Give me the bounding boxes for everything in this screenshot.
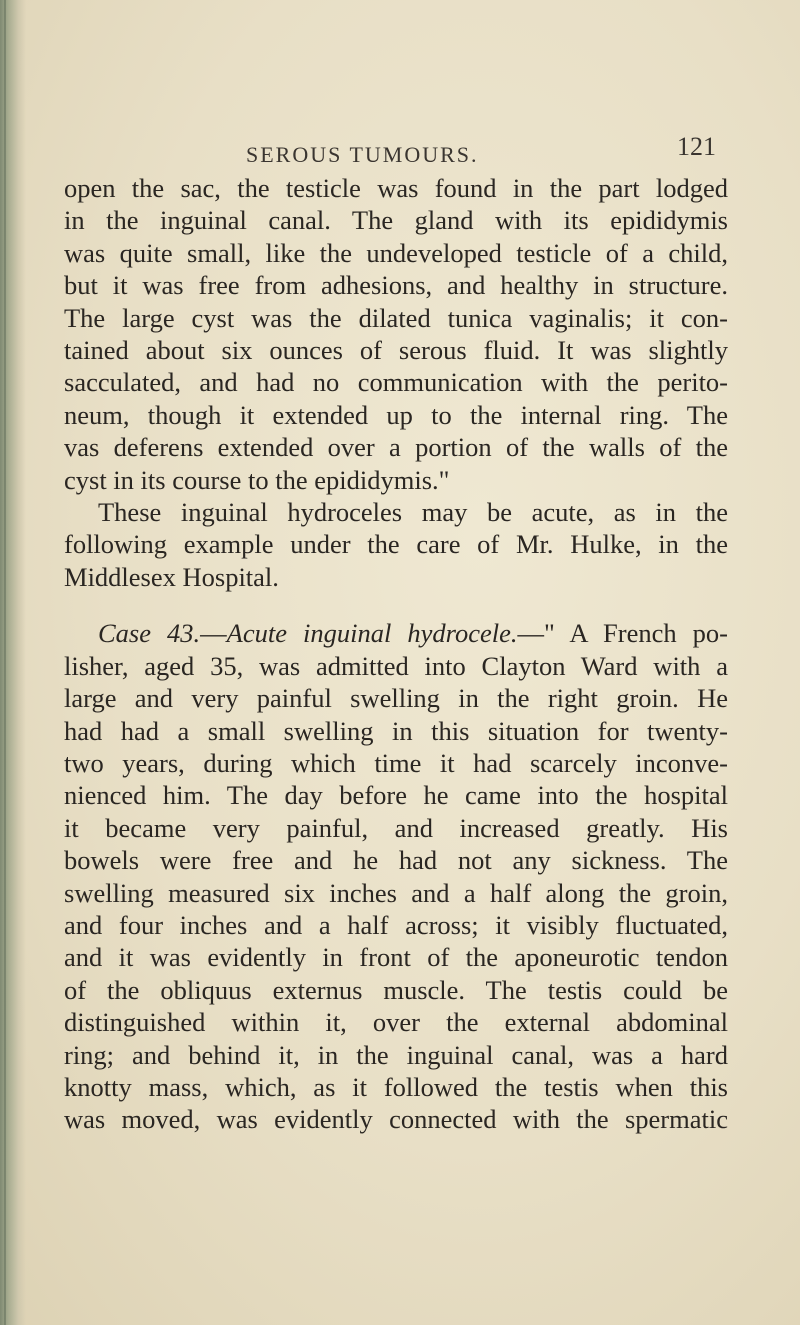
- text-line: it became very painful, and increased greatly. His: [64, 812, 728, 843]
- page-number: 121: [677, 132, 716, 161]
- text-line: sacculated, and had no communication with the perito-: [64, 367, 728, 398]
- text-line: neum, though it extended up to the internal ring. The: [64, 399, 728, 430]
- paragraph-1: [64, 172, 728, 496]
- text-line: tained about six ounces of serous fluid. It was slightly: [64, 335, 728, 366]
- text-line: of the obliquus externus muscle. The testis could be: [64, 974, 728, 1005]
- text-line: and four inches and a half across; it visibly fluctuated,: [64, 909, 728, 940]
- text-line: two years, during which time it had scarcely inconve-: [64, 747, 728, 778]
- text-line: lisher, aged 35, was admitted into Clayton Ward with a: [64, 650, 728, 681]
- text-line: but it was free from adhesions, and healthy in structure.: [64, 270, 728, 301]
- book-binding-edge: [0, 0, 26, 1325]
- text-line: distinguished within it, over the external abdominal: [64, 1007, 728, 1038]
- text-line: The large cyst was the dilated tunica vaginalis; it con-: [64, 302, 728, 333]
- text-line: ring; and behind it, in the inguinal canal, was a hard: [64, 1039, 728, 1070]
- text-line: in the inguinal canal. The gland with its epididymis: [64, 205, 728, 236]
- case-title: Acute inguinal hydrocele.: [226, 618, 518, 649]
- text-line: open the sac, the testicle was found in the part lodged: [64, 173, 728, 203]
- text-line: had had a small swelling in this situation for twenty-: [64, 715, 728, 746]
- case-heading-line: Case 43.—Acute inguinal hydrocele.—" A French po-: [98, 618, 728, 649]
- text-line: vas deferens extended over a portion of the walls of the: [64, 432, 728, 463]
- text-line: following example under the care of Mr. Hulke, in the: [64, 529, 728, 560]
- page-header: [246, 120, 716, 167]
- text-line: knotty mass, which, as it followed the testis when this: [64, 1071, 728, 1102]
- text-line: These inguinal hydroceles may be acute, as in the: [98, 497, 728, 528]
- text-line: bowels were free and he had not any sickness. The: [64, 845, 728, 876]
- text-line: large and very painful swelling in the right groin. He: [64, 683, 728, 714]
- paragraph-2: [64, 496, 728, 593]
- text-line: nienced him. The day before he came into the hospital: [64, 780, 728, 811]
- paragraph-case-43: [64, 617, 728, 1136]
- text-line: Middlesex Hospital.: [64, 561, 279, 592]
- text-line: swelling measured six inches and a half along the groin,: [64, 877, 728, 908]
- text-line: was quite small, like the undeveloped testicle of a child,: [64, 237, 728, 268]
- text-line: was moved, was evidently connected with the spermatic: [64, 1104, 728, 1135]
- text-line: cyst in its course to the epididymis.": [64, 464, 450, 495]
- case-label: Case 43.: [98, 618, 201, 649]
- running-title: SEROUS TUMOURS.: [246, 142, 479, 167]
- body-text: [64, 172, 728, 1136]
- text-line: and it was evidently in front of the aponeurotic tendon: [64, 942, 728, 973]
